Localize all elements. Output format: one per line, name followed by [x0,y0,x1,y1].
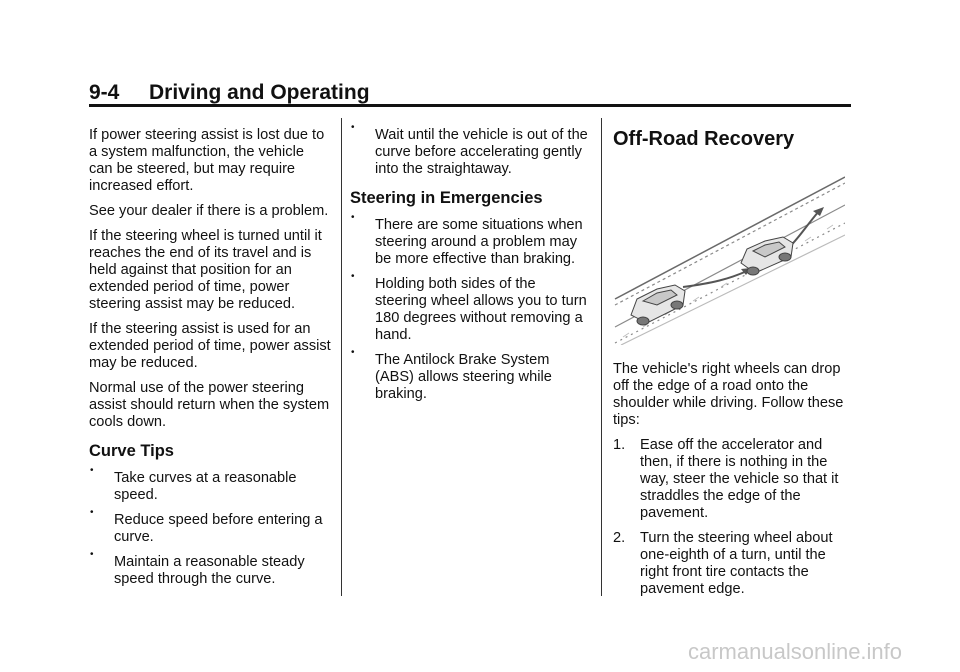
bullet-icon: • [351,212,355,223]
bullet-item: • There are some situations when steering around a problem may be more effective than braking. [351,212,583,267]
section-title: Driving and Operating [149,81,370,104]
heading-curve-tips: Curve Tips [89,442,174,460]
heading-off-road-recovery: Off-Road Recovery [613,128,795,150]
bullet-icon: • [351,122,355,133]
bullet-item: • Wait until the vehicle is out of the curve before accelerating gently into the straightaway. [351,122,588,177]
bullet-icon: • [351,271,355,282]
bullet-icon: • [90,549,94,560]
column-1 [89,127,331,596]
paragraph: If the steering wheel is turned until it reaches the end of its travel and is held against that position for an extended period of time, power steering assist may be reduced. [89,228,322,312]
step-number: 1. [613,437,626,453]
off-road-recovery-illustration [613,167,845,345]
intro-paragraph: The vehicle's right wheels can drop off the edge of a road onto the shoulder while driving. Follow these tips: [613,361,844,428]
bullet-item: • Take curves at a reasonable speed. [90,465,297,503]
paragraph: If power steering assist is lost due to a system malfunction, the vehicle can be steered, but may require increased effort. [89,127,325,194]
step-item [613,437,853,522]
page-header [89,81,851,105]
step-text: Turn the steering wheel about one-eighth of a turn, until the right front tire contacts the pavement edge. [640,530,833,597]
paragraph: See your dealer if there is a problem. [89,203,329,219]
bullet-icon: • [351,347,355,358]
paragraph: Normal use of the power steering assist should return when the system cools down. [89,380,330,430]
column-3 [613,127,853,606]
page-number: 9-4 [89,81,120,104]
bullet-icon: • [90,465,94,476]
column-divider [601,118,602,596]
step-item [613,530,853,598]
bullet-item: • Reduce speed before entering a curve. [90,507,323,545]
column-divider [341,118,342,596]
bullet-icon: • [90,507,94,518]
bullet-item: • Maintain a reasonable steady speed through the curve. [90,549,305,587]
heading-steering-in-emergencies: Steering in Emergencies [350,189,543,207]
bullet-item: • The Antilock Brake System (ABS) allows steering while braking. [351,347,552,402]
step-number: 2. [613,530,626,546]
header-rule [89,104,851,107]
paragraph: If the steering assist is used for an extended period of time, power assist may be reduced. [89,321,331,371]
watermark: carmanualsonline.info [688,639,903,664]
bullet-item: • Holding both sides of the steering wheel allows you to turn 180 degrees without removing a hand. [351,271,587,343]
column-2 [350,122,590,411]
step-text: Ease off the accelerator and then, if there is nothing in the way, steer the vehicle so that it straddles the edge of the pavement. [640,437,839,521]
